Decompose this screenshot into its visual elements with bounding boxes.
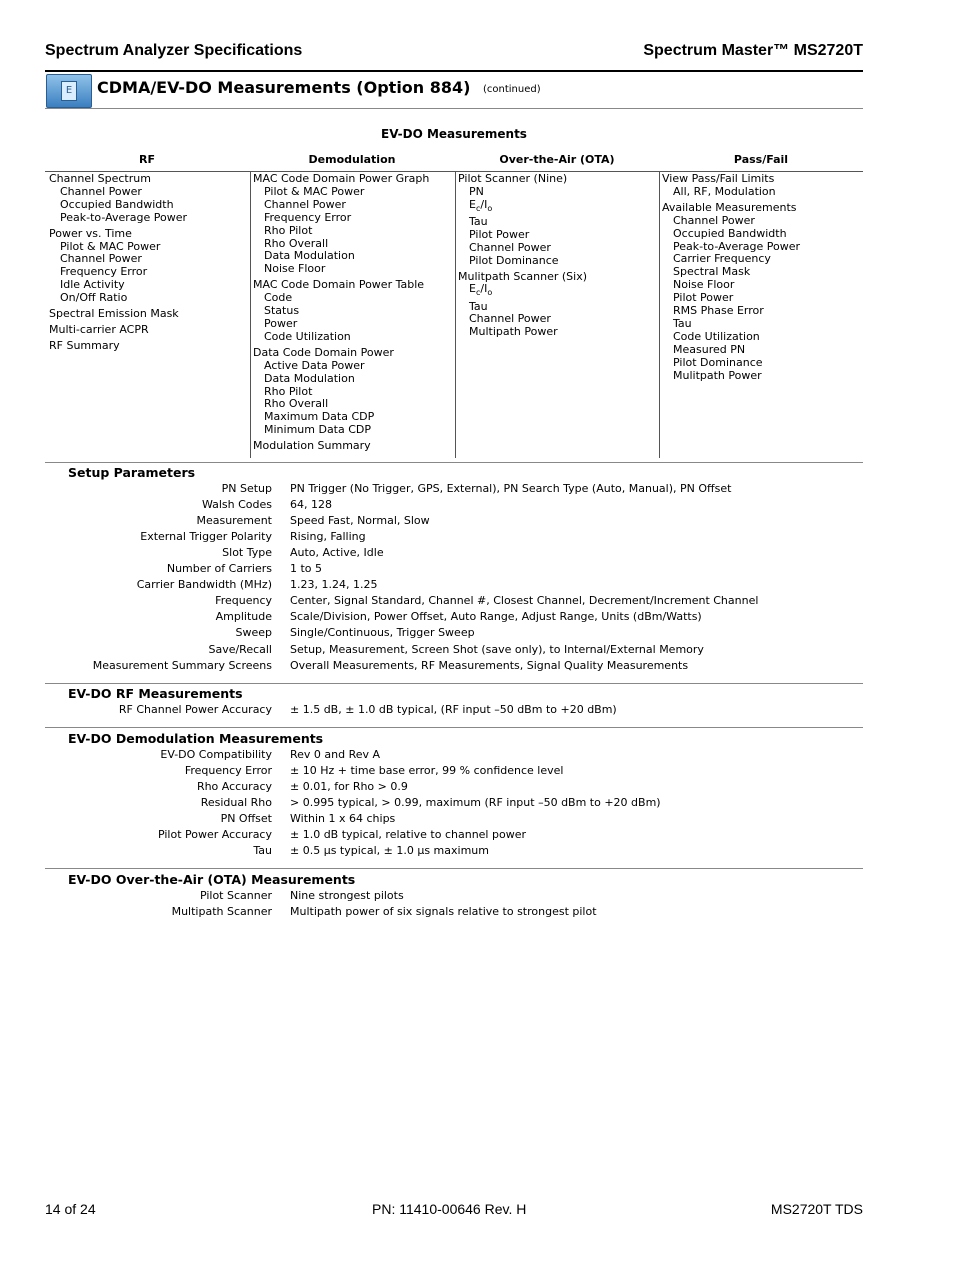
ota-item: Pilot Dominance bbox=[469, 253, 559, 267]
evdo-table-title: EV-DO Measurements bbox=[381, 127, 527, 141]
spec-label: Pilot Power Accuracy bbox=[157, 828, 272, 842]
spec-row bbox=[45, 764, 863, 780]
spec-row bbox=[45, 812, 863, 828]
rf-group-label: Spectral Emission Mask bbox=[49, 307, 179, 321]
spec-label: Save/Recall bbox=[208, 642, 272, 656]
demod-group-label: Data Code Domain Power bbox=[253, 345, 394, 359]
section-divider bbox=[45, 727, 863, 728]
demod-item: Rho Overall bbox=[264, 397, 329, 411]
table-bottom-rule bbox=[45, 462, 863, 463]
spec-label: External Trigger Polarity bbox=[140, 530, 272, 544]
rf-group-label: Channel Spectrum bbox=[49, 172, 151, 185]
spec-value: PN Trigger (No Trigger, GPS, External), PN Search Type (Auto, Manual), PN Offset bbox=[290, 482, 732, 495]
demod-item: Rho Overall bbox=[264, 236, 329, 250]
demod-group-label: MAC Code Domain Power Table bbox=[253, 278, 425, 292]
spec-row bbox=[45, 889, 863, 905]
passfail-item: Pilot Power bbox=[673, 291, 734, 305]
passfail-item: Peak-to-Average Power bbox=[673, 239, 800, 253]
ota-item: Multipath Power bbox=[469, 325, 558, 339]
rf-group bbox=[49, 308, 249, 321]
demod-item: Code Utilization bbox=[264, 329, 351, 343]
spec-value: Within 1 x 64 chips bbox=[290, 812, 396, 826]
spec-row bbox=[45, 578, 863, 594]
spec-label: Frequency Error bbox=[184, 764, 272, 778]
demod-group bbox=[253, 440, 453, 453]
ota-measurements-heading: EV-DO Over-the-Air (OTA) Measurements bbox=[68, 872, 356, 887]
demod-group bbox=[253, 173, 453, 276]
rf-group-label: Power vs. Time bbox=[49, 226, 132, 240]
spec-row bbox=[45, 905, 863, 921]
rf-group bbox=[49, 228, 249, 305]
passfail-item: Pilot Dominance bbox=[673, 355, 763, 369]
demod-item: Channel Power bbox=[264, 197, 346, 211]
spec-label: Pilot Scanner bbox=[199, 889, 272, 902]
section-title: CDMA/EV-DO Measurements (Option 884) bbox=[97, 78, 471, 97]
demod-group-label: MAC Code Domain Power Graph bbox=[253, 172, 430, 185]
spec-row bbox=[45, 546, 863, 562]
ota-multipath-scanner: Mulitpath Scanner (Six) bbox=[458, 269, 588, 283]
demodulation-column bbox=[253, 173, 453, 456]
header-left-title: Spectrum Analyzer Specifications bbox=[45, 42, 303, 59]
passfail-item: Noise Floor bbox=[673, 278, 735, 292]
spec-row bbox=[45, 796, 863, 812]
spec-value: Multipath power of six signals relative to strongest pilot bbox=[290, 905, 597, 919]
rf-item: Channel Power bbox=[60, 184, 142, 198]
column-divider bbox=[455, 172, 456, 458]
demod-item: Rho Pilot bbox=[264, 384, 313, 398]
demod-item: Data Modulation bbox=[264, 371, 355, 385]
spec-row bbox=[45, 780, 863, 796]
section-divider bbox=[45, 868, 863, 869]
ota-column bbox=[458, 173, 658, 342]
rf-group bbox=[49, 324, 249, 337]
rf-group-label: Multi-carrier ACPR bbox=[49, 322, 149, 336]
col-header-passfail: Pass/Fail bbox=[733, 153, 789, 166]
passfail-group bbox=[662, 202, 862, 383]
section-divider bbox=[45, 683, 863, 684]
ota-pilot-scanner: Pilot Scanner (Nine) bbox=[458, 172, 568, 185]
demod-item: Data Modulation bbox=[264, 249, 355, 263]
demod-item: Status bbox=[264, 304, 300, 318]
demod-item: Power bbox=[264, 316, 298, 330]
spec-value: > 0.995 typical, > 0.99, maximum (RF input –50 dBm to +20 dBm) bbox=[290, 796, 661, 810]
demod-group bbox=[253, 347, 453, 437]
spec-row bbox=[45, 482, 863, 498]
passfail-item: Channel Power bbox=[673, 213, 755, 227]
spec-row bbox=[45, 626, 863, 642]
rf-item: Occupied Bandwidth bbox=[60, 197, 174, 211]
section-continued: (continued) bbox=[483, 84, 541, 95]
spec-label: Multipath Scanner bbox=[171, 905, 272, 919]
col-header-ota: Over-the-Air (OTA) bbox=[499, 153, 615, 166]
rf-item: Peak-to-Average Power bbox=[60, 210, 187, 224]
demod-item: Code bbox=[264, 291, 293, 305]
footer-page-number: 14 of 24 bbox=[45, 1201, 96, 1217]
column-divider bbox=[659, 172, 660, 458]
spec-value: ± 0.01, for Rho > 0.9 bbox=[290, 780, 408, 794]
spec-value: Speed Fast, Normal, Slow bbox=[290, 514, 430, 528]
spec-label: Amplitude bbox=[215, 610, 272, 624]
spec-row bbox=[45, 610, 863, 626]
ota-ec-io: $E_c/I_o$ bbox=[469, 197, 493, 213]
spec-value: Scale/Division, Power Offset, Auto Range, Adjust Range, Units (dBm/Watts) bbox=[290, 610, 702, 624]
passfail-item: All, RF, Modulation bbox=[673, 184, 776, 198]
option-section-icon: E bbox=[46, 74, 92, 108]
spec-row bbox=[45, 844, 863, 860]
passfail-group-label: Available Measurements bbox=[662, 200, 797, 214]
demod-item: Rho Pilot bbox=[264, 223, 313, 237]
col-header-rf: RF bbox=[139, 153, 155, 166]
rf-group bbox=[49, 173, 249, 225]
section-rule bbox=[45, 108, 863, 109]
spec-label: Slot Type bbox=[222, 546, 272, 560]
spec-row bbox=[45, 514, 863, 530]
spec-label: Sweep bbox=[235, 626, 272, 640]
spec-value: ± 1.5 dB, ± 1.0 dB typical, (RF input –50 dBm to +20 dBm) bbox=[290, 703, 617, 716]
spec-label: PN Setup bbox=[221, 482, 272, 495]
demod-item: Frequency Error bbox=[264, 210, 352, 224]
demod-item: Active Data Power bbox=[264, 358, 365, 372]
spec-value: ± 10 Hz + time base error, 99 % confidence level bbox=[290, 764, 564, 778]
ota-item: Channel Power bbox=[469, 312, 551, 326]
setup-parameters-heading: Setup Parameters bbox=[68, 465, 196, 480]
demod-item: Maximum Data CDP bbox=[264, 410, 375, 424]
col-header-demodulation: Demodulation bbox=[308, 153, 396, 166]
passfail-item: Mulitpath Power bbox=[673, 368, 762, 382]
spec-label: Walsh Codes bbox=[201, 498, 272, 512]
spec-value: Setup, Measurement, Screen Shot (save only), to Internal/External Memory bbox=[290, 642, 704, 656]
demod-item: Noise Floor bbox=[264, 262, 326, 276]
spec-label: Frequency bbox=[215, 594, 272, 608]
spec-value: ± 0.5 μs typical, ± 1.0 μs maximum bbox=[290, 844, 489, 858]
ota-item: Tau bbox=[469, 299, 488, 313]
rf-column bbox=[49, 173, 249, 356]
demod-measurements-heading: EV-DO Demodulation Measurements bbox=[68, 731, 324, 746]
spec-value: ± 1.0 dB typical, relative to channel power bbox=[290, 828, 526, 842]
passfail-item: Code Utilization bbox=[673, 329, 760, 343]
passfail-group bbox=[662, 173, 862, 199]
spec-label: Number of Carriers bbox=[166, 562, 272, 576]
spec-row bbox=[45, 498, 863, 514]
rf-item: Channel Power bbox=[60, 252, 142, 266]
rf-item: Idle Activity bbox=[60, 278, 125, 292]
spec-value: 1 to 5 bbox=[290, 562, 323, 576]
spec-row bbox=[45, 594, 863, 610]
passfail-item: Occupied Bandwidth bbox=[673, 226, 787, 240]
spec-label: EV-DO Compatibility bbox=[160, 748, 272, 761]
ota-ec-io: $E_c/I_o$ bbox=[469, 282, 493, 298]
header-right-title: Spectrum Master™ MS2720T bbox=[643, 42, 863, 59]
header-rule bbox=[45, 70, 863, 72]
spec-value: Overall Measurements, RF Measurements, Signal Quality Measurements bbox=[290, 658, 689, 672]
passfail-column bbox=[662, 173, 862, 386]
spec-value: Rev 0 and Rev A bbox=[290, 748, 381, 761]
spec-label: Measurement bbox=[196, 514, 272, 528]
spec-row bbox=[45, 659, 863, 675]
spec-row bbox=[45, 828, 863, 844]
spec-label: Carrier Bandwidth (MHz) bbox=[136, 578, 272, 592]
spec-label: RF Channel Power Accuracy bbox=[118, 703, 272, 716]
ota-item: Pilot Power bbox=[469, 227, 530, 241]
rf-group bbox=[49, 340, 249, 353]
rf-item: Pilot & MAC Power bbox=[60, 239, 161, 253]
passfail-item: Measured PN bbox=[673, 342, 746, 356]
passfail-group-label: View Pass/Fail Limits bbox=[662, 172, 775, 185]
footer-part-number: PN: 11410-00646 Rev. H bbox=[372, 1201, 527, 1217]
spec-row bbox=[45, 748, 863, 764]
rf-group-label: RF Summary bbox=[49, 338, 120, 352]
demod-item: Minimum Data CDP bbox=[264, 423, 372, 437]
passfail-item: Carrier Frequency bbox=[673, 252, 771, 266]
column-divider bbox=[250, 172, 251, 458]
spec-row bbox=[45, 703, 863, 719]
ota-item: PN bbox=[469, 184, 484, 198]
spec-label: Measurement Summary Screens bbox=[92, 658, 272, 672]
passfail-item: RMS Phase Error bbox=[673, 304, 764, 318]
spec-label: Residual Rho bbox=[200, 796, 272, 810]
rf-measurements-heading: EV-DO RF Measurements bbox=[68, 686, 243, 701]
ota-item: Channel Power bbox=[469, 240, 551, 254]
spec-value: Rising, Falling bbox=[290, 530, 366, 544]
spec-value: 64, 128 bbox=[290, 498, 332, 512]
demod-item: Pilot & MAC Power bbox=[264, 184, 365, 198]
spec-value: 1.23, 1.24, 1.25 bbox=[290, 578, 378, 592]
rf-item: On/Off Ratio bbox=[60, 291, 128, 305]
rf-item: Frequency Error bbox=[60, 265, 148, 279]
spec-value: Center, Signal Standard, Channel #, Closest Channel, Decrement/Increment Channel bbox=[290, 594, 759, 608]
spec-label: Rho Accuracy bbox=[196, 780, 272, 794]
spec-row bbox=[45, 643, 863, 659]
spec-row bbox=[45, 562, 863, 578]
passfail-item: Spectral Mask bbox=[673, 265, 751, 279]
spec-row bbox=[45, 530, 863, 546]
spec-value: Single/Continuous, Trigger Sweep bbox=[290, 626, 475, 640]
demod-group-label: Modulation Summary bbox=[253, 439, 371, 453]
ota-item: Tau bbox=[469, 214, 488, 228]
spec-value: Nine strongest pilots bbox=[290, 889, 404, 902]
spec-label: Tau bbox=[253, 844, 272, 858]
spec-value: Auto, Active, Idle bbox=[290, 546, 384, 560]
footer-doc-name: MS2720T TDS bbox=[770, 1201, 863, 1217]
passfail-item: Tau bbox=[673, 316, 692, 330]
spec-label: PN Offset bbox=[220, 812, 272, 826]
demod-group bbox=[253, 279, 453, 344]
